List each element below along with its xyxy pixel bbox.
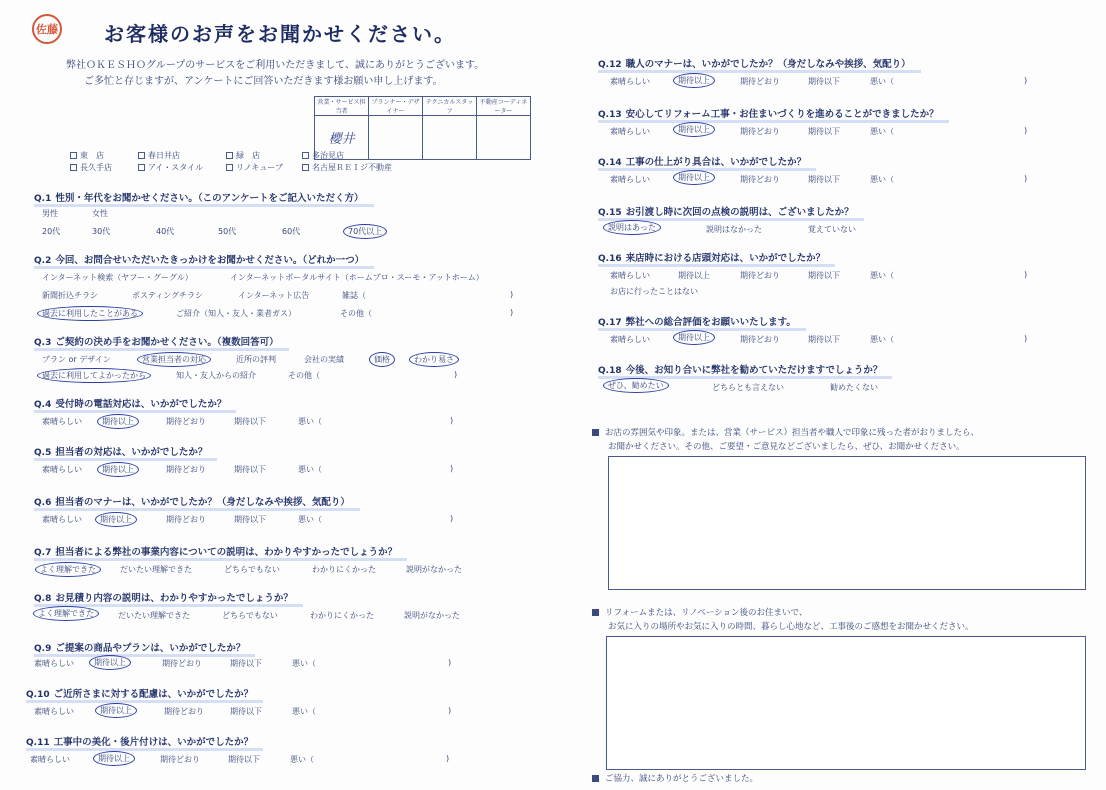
staff-header-planner: プランナー・デザイナー xyxy=(369,97,423,116)
question-6: Q.6 担当者のマナーは、いかがでしたか？（身だしなみや挨拶、気配り） xyxy=(34,494,350,508)
option[interactable]: 期待以下 xyxy=(230,707,262,716)
staff-header-technical: テクニカルスタッフ xyxy=(423,97,477,116)
option[interactable]: 期待以下 xyxy=(808,271,840,280)
option[interactable]: 期待どおり xyxy=(166,417,206,426)
question-9: Q.9 ご提案の商品やプランは、いかがでしたか？ xyxy=(34,640,245,654)
paren-close: ) xyxy=(448,706,452,715)
square-bullet-icon xyxy=(592,609,599,616)
option[interactable]: 素晴らしい xyxy=(610,271,650,280)
comment-2-prompt-line-2: お気に入りの場所やお気に入りの時間、暮らし心地など、工事後のご感想をお聞かせください。 xyxy=(608,622,974,632)
option[interactable]: 説明がなかった xyxy=(406,565,462,574)
option[interactable]: 40代 xyxy=(156,227,175,236)
option[interactable]: インターネット広告 xyxy=(238,291,310,300)
option-selected[interactable]: ぜひ、勧めたい xyxy=(603,378,669,393)
paren-close: ) xyxy=(450,464,454,473)
page-title: お客様のお声をお聞かせください。 xyxy=(104,22,456,46)
checkbox-icon[interactable] xyxy=(70,152,77,159)
option[interactable]: ご紹介（知人・友人・業者ガス） xyxy=(176,309,296,318)
option-selected[interactable]: 70代以上 xyxy=(343,224,387,239)
option[interactable]: 素晴らしい xyxy=(30,755,70,764)
option-selected[interactable]: わかり易さ xyxy=(409,352,459,367)
question-14: Q.14 工事の仕上がり具合は、いかがでしたか？ xyxy=(598,154,806,168)
paren-close: ) xyxy=(1024,76,1028,85)
checkbox-icon[interactable] xyxy=(302,164,309,171)
comment-1-textarea[interactable] xyxy=(608,456,1086,590)
option[interactable]: 期待どおり xyxy=(740,335,780,344)
option[interactable]: 悪い（ xyxy=(870,77,894,86)
option[interactable]: 悪い（ xyxy=(292,707,316,716)
question-2: Q.2 今回、お問合せいただいたきっかけをお聞かせください。（どれか一つ） xyxy=(34,252,364,266)
option-selected[interactable]: 期待以上 xyxy=(95,512,137,527)
option-selected[interactable]: 期待以上 xyxy=(89,655,131,670)
shop-option[interactable]: 多治見店 xyxy=(302,150,344,161)
option[interactable]: 50代 xyxy=(218,227,237,236)
option[interactable]: 素晴らしい xyxy=(610,77,650,86)
comment-2-prompt-line-1: リフォームまたは、リノベーション後のお住まいで、 xyxy=(592,606,807,618)
option[interactable]: 素晴らしい xyxy=(42,417,82,426)
option-selected[interactable]: よく理解できた xyxy=(35,562,101,577)
option[interactable]: 期待以下 xyxy=(808,175,840,184)
question-10: Q.10 ご近所さまに対する配慮は、いかがでしたか？ xyxy=(26,686,253,700)
square-bullet-icon xyxy=(592,429,599,436)
staff-header-sales: 営業・サービス担当者 xyxy=(315,97,369,116)
question-17: Q.17 弊社への総合評価をお願いいたします。 xyxy=(598,314,796,328)
shop-option[interactable]: リノキューブ xyxy=(226,162,283,173)
comment-1-prompt-line-2: お聞かせください。その他、ご要望・ご意見などございましたら、ぜひ、お聞かせください。 xyxy=(608,442,965,452)
checkbox-icon[interactable] xyxy=(302,152,309,159)
option[interactable]: 雑誌（ xyxy=(342,291,366,300)
option-selected[interactable]: 価格 xyxy=(369,352,395,367)
question-11: Q.11 工事中の美化・後片付けは、いかがでしたか？ xyxy=(26,734,253,748)
option-selected[interactable]: 営業担当者の対応 xyxy=(137,352,211,367)
option[interactable]: その他（ xyxy=(340,309,372,318)
option[interactable]: 素晴らしい xyxy=(34,659,74,668)
option[interactable]: 期待以下 xyxy=(228,755,260,764)
option[interactable]: わかりにくかった xyxy=(310,611,374,620)
paren-close: ) xyxy=(1024,270,1028,279)
option[interactable]: 期待どおり xyxy=(740,271,780,280)
option-selected[interactable]: 説明はあった xyxy=(603,220,661,235)
question-5: Q.5 担当者の対応は、いかがでしたか？ xyxy=(34,444,207,458)
question-7: Q.7 担当者による弊社の事業内容についての説明は、わかりやすかったでしょうか？ xyxy=(34,544,397,558)
option-selected[interactable]: 過去に利用したことがある xyxy=(37,306,143,321)
option[interactable]: 悪い（ xyxy=(292,659,316,668)
shop-option[interactable]: 緑 店 xyxy=(226,150,260,161)
option[interactable]: 期待以下 xyxy=(230,659,262,668)
paren-close: ) xyxy=(1024,174,1028,183)
option-selected[interactable]: よく理解できた xyxy=(33,606,99,621)
option-selected[interactable]: 期待以上 xyxy=(97,414,139,429)
shop-option[interactable]: 春日井店 xyxy=(138,150,180,161)
shop-option[interactable]: 名古屋ＲＥＩジ不動産 xyxy=(302,162,392,173)
option-selected[interactable]: 期待以上 xyxy=(673,330,715,345)
option[interactable]: 期待どおり xyxy=(740,175,780,184)
square-bullet-icon xyxy=(592,775,599,782)
paren-close: ) xyxy=(510,308,514,317)
checkbox-icon[interactable] xyxy=(226,164,233,171)
option[interactable]: ポスティングチラシ xyxy=(132,291,204,300)
thanks-note: ご協力、誠にありがとうございました。 xyxy=(592,772,758,784)
option[interactable]: 期待以下 xyxy=(808,335,840,344)
option-selected[interactable]: 期待以上 xyxy=(93,751,135,766)
option[interactable]: 期待以下 xyxy=(234,417,266,426)
option[interactable]: 素晴らしい xyxy=(610,175,650,184)
option-selected[interactable]: 期待以上 xyxy=(673,73,715,88)
option[interactable]: わかりにくかった xyxy=(312,565,376,574)
option[interactable]: 期待以下 xyxy=(808,127,840,136)
option[interactable]: 近所の評判 xyxy=(236,355,276,364)
option[interactable]: 悪い（ xyxy=(870,175,894,184)
option-selected[interactable]: 期待以上 xyxy=(673,170,715,185)
option[interactable]: 説明がなかった xyxy=(404,611,460,620)
option[interactable]: 期待以下 xyxy=(808,77,840,86)
option[interactable]: 素晴らしい xyxy=(42,515,82,524)
question-12: Q.12 職人のマナーは、いかがでしたか？（身だしなみや挨拶、気配り） xyxy=(598,56,911,70)
question-1: Q.1 性別・年代をお聞かせください。（このアンケートをご記入いただく方） xyxy=(34,190,364,204)
option[interactable]: 覚えていない xyxy=(808,225,856,234)
option[interactable]: インターネット検索（ヤフー・グーグル） xyxy=(42,273,193,282)
question-13: Q.13 安心してリフォーム工事・お住まいづくりを進めることができましたか？ xyxy=(598,106,939,120)
question-4: Q.4 受付時の電話対応は、いかがでしたか？ xyxy=(34,396,226,410)
option[interactable]: どちらでもない xyxy=(222,611,278,620)
option[interactable]: その他（ xyxy=(288,371,320,380)
option[interactable]: インターネットポータルサイト（ホームプロ・スーモ・アットホーム） xyxy=(230,273,484,282)
option[interactable]: 期待どおり xyxy=(740,77,780,86)
question-15: Q.15 お引渡し時に次回の点検の説明は、ございましたか？ xyxy=(598,204,854,218)
staff-realestate-field[interactable] xyxy=(477,116,531,160)
option-selected[interactable]: 期待以上 xyxy=(673,122,715,137)
option[interactable]: 30代 xyxy=(92,227,111,236)
question-8: Q.8 お見積り内容の説明は、わかりやすかったでしょうか？ xyxy=(34,590,293,604)
staff-sales-field[interactable]: 櫻井 xyxy=(315,116,369,160)
option-selected[interactable]: 過去に利用してよかったから xyxy=(37,368,151,383)
checkbox-icon[interactable] xyxy=(138,152,145,159)
option[interactable]: 期待どおり xyxy=(164,707,204,716)
option[interactable]: 女性 xyxy=(92,209,108,218)
option[interactable]: 期待以下 xyxy=(234,465,266,474)
comment-1-prompt-line-1: お店の雰囲気や印象。または、営業（サービス）担当者や職人で印象に残った者がおりましたら、 xyxy=(592,426,979,438)
paren-close: ) xyxy=(454,370,458,379)
option[interactable]: 期待どおり xyxy=(166,465,206,474)
paren-close: ) xyxy=(450,416,454,425)
option[interactable]: 悪い（ xyxy=(870,127,894,136)
shop-option[interactable]: 長久手店 xyxy=(70,162,112,173)
option[interactable]: 期待どおり xyxy=(162,659,202,668)
staff-table xyxy=(314,96,531,160)
checkbox-icon[interactable] xyxy=(138,164,145,171)
option[interactable]: 素晴らしい xyxy=(610,335,650,344)
question-3: Q.3 ご契約の決め手をお聞かせください。（複数回答可） xyxy=(34,334,279,348)
checkbox-icon[interactable] xyxy=(226,152,233,159)
option[interactable]: どちらとも言えない xyxy=(712,383,784,392)
question-18: Q.18 今後、お知り合いに弊社を勧めていただけますでしょうか？ xyxy=(598,362,882,376)
option[interactable]: だいたい理解できた xyxy=(120,565,192,574)
intro-line-2: ご多忙と存じますが、アンケートにご回答いただきます様お願い申し上げます。 xyxy=(84,76,443,87)
option[interactable]: だいたい理解できた xyxy=(118,611,190,620)
option-selected[interactable]: 期待以上 xyxy=(97,462,139,477)
option[interactable]: 期待どおり xyxy=(166,515,206,524)
option[interactable]: 20代 xyxy=(42,227,61,236)
paren-close: ) xyxy=(1024,334,1028,343)
paren-close: ) xyxy=(446,754,450,763)
option[interactable]: 男性 xyxy=(42,209,58,218)
paren-close: ) xyxy=(510,290,514,299)
option[interactable]: 期待以下 xyxy=(234,515,266,524)
option[interactable]: 新聞折込チラシ xyxy=(42,291,98,300)
staff-header-realestate: 不動産コーディネーター xyxy=(477,97,531,116)
option-selected[interactable]: 期待以上 xyxy=(95,703,137,718)
option[interactable]: お店に行ったことはない xyxy=(610,287,698,296)
option[interactable]: プラン or デザイン xyxy=(42,355,111,364)
intro-line-1: 弊社ＯＫＥＳＨＯグループのサービスをご利用いただきまして、誠にありがとうございます。 xyxy=(66,60,485,71)
comment-2-textarea[interactable] xyxy=(606,636,1086,770)
option[interactable]: 悪い（ xyxy=(298,465,322,474)
shop-option[interactable]: アイ・スタイル xyxy=(138,162,203,173)
paren-close: ) xyxy=(1024,126,1028,135)
option[interactable]: 素晴らしい xyxy=(34,707,74,716)
option[interactable]: 悪い（ xyxy=(298,515,322,524)
option[interactable]: 期待以上 xyxy=(678,271,710,280)
option[interactable]: 悪い（ xyxy=(298,417,322,426)
option[interactable]: 説明はなかった xyxy=(706,225,762,234)
option[interactable]: 期待どおり xyxy=(740,127,780,136)
option[interactable]: 期待どおり xyxy=(160,755,200,764)
checkbox-icon[interactable] xyxy=(70,164,77,171)
option[interactable]: 素晴らしい xyxy=(610,127,650,136)
seal-stamp: 佐藤 xyxy=(32,14,62,44)
staff-technical-field[interactable] xyxy=(423,116,477,160)
paren-close: ) xyxy=(448,658,452,667)
paren-close: ) xyxy=(450,514,454,523)
option[interactable]: 60代 xyxy=(282,227,301,236)
option[interactable]: 悪い（ xyxy=(290,755,314,764)
option[interactable]: 素晴らしい xyxy=(42,465,82,474)
question-16: Q.16 来店時における店頭対応は、いかがでしたか？ xyxy=(598,250,825,264)
option[interactable]: 悪い（ xyxy=(870,335,894,344)
option[interactable]: 会社の実績 xyxy=(304,355,344,364)
shop-option[interactable]: 東 店 xyxy=(70,150,104,161)
option[interactable]: 勧めたくない xyxy=(830,383,878,392)
option[interactable]: どちらでもない xyxy=(224,565,280,574)
option[interactable]: 悪い（ xyxy=(870,271,894,280)
option[interactable]: 知人・友人からの紹介 xyxy=(176,371,256,380)
staff-planner-field[interactable] xyxy=(369,116,423,160)
